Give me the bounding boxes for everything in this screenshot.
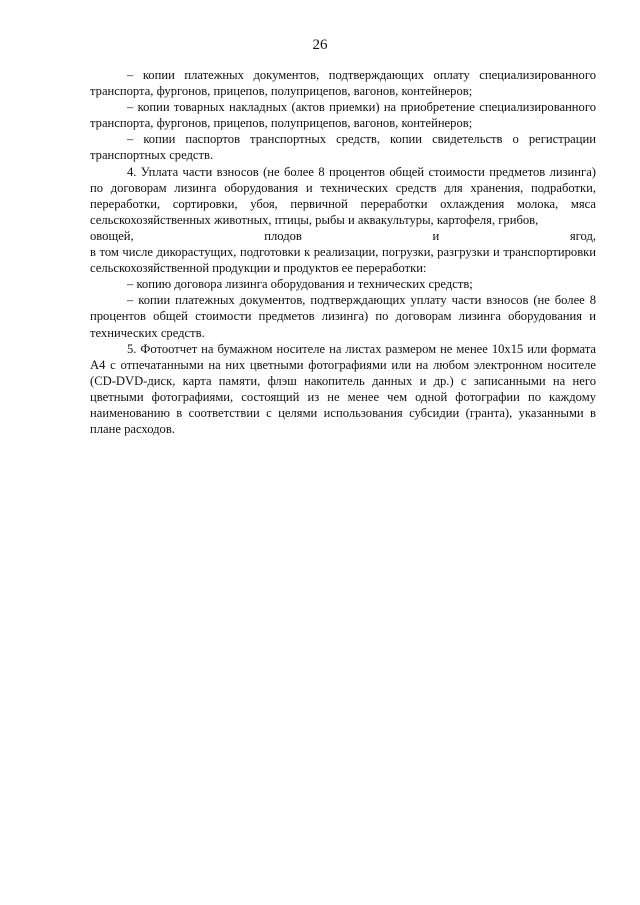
paragraph-leasing-contract: – копию договора лизинга оборудования и технических средств; xyxy=(127,277,473,292)
paragraph-waybills: – копии товарных накладных (актов приемки) на приобретение специализированного транспорта, фургонов, прицепов, полуприцепов, вагонов, контейнеров; xyxy=(90,100,596,131)
paragraph-leasing-payments-continued: в том числе дикорастущих, подготовки к реализации, погрузки, разгрузки и транспортировки сельскохозяйственной продукции и продуктов ее переработки: xyxy=(90,245,596,276)
paragraph-vehicle-passports: – копии паспортов транспортных средств, копии свидетельств о регистрации транспортных средств. xyxy=(90,132,596,163)
document-body xyxy=(90,67,596,437)
paragraph-payment-documents: – копии платежных документов, подтверждающих оплату специализированного транспорта, фургонов, прицепов, полуприцепов, вагонов, контейнеров; xyxy=(90,68,596,99)
paragraph-leasing-payments: 4. Уплата части взносов (не более 8 процентов общей стоимости предметов лизинга) по договорам лизинга оборудования и технических средств для хранения, подработки, переработки, сортировки, убоя, первичной переработки охлаждения молока, мяса сельскохозяйственных животных, птицы, рыбы и аквакультуры, картофеля, грибов, xyxy=(90,164,596,227)
paragraph-photo-report: 5. Фотоотчет на бумажном носителе на листах размером не менее 10x15 или формата А4 с отпечатанными на них цветными фотографиями или на любом электронном носителе (CD-DVD-диск, карта памяти, флэш накопитель данных и др.) с записанными на него цветными фотографиями, состоящий из не менее чем одной фотографии по каждому наименованию в соответствии с целями использования субсидии (гранта), указанными в плане расходов. xyxy=(90,341,596,437)
page-number: 26 xyxy=(312,37,328,53)
paragraph-leasing-payment-documents: – копии платежных документов, подтверждающих уплату части взносов (не более 8 процентов общей стоимости предметов лизинга) по договорам лизинга оборудования и технических средств. xyxy=(90,293,596,340)
paragraph-leasing-payments-line: овощей, плодов и ягод, xyxy=(90,228,596,243)
